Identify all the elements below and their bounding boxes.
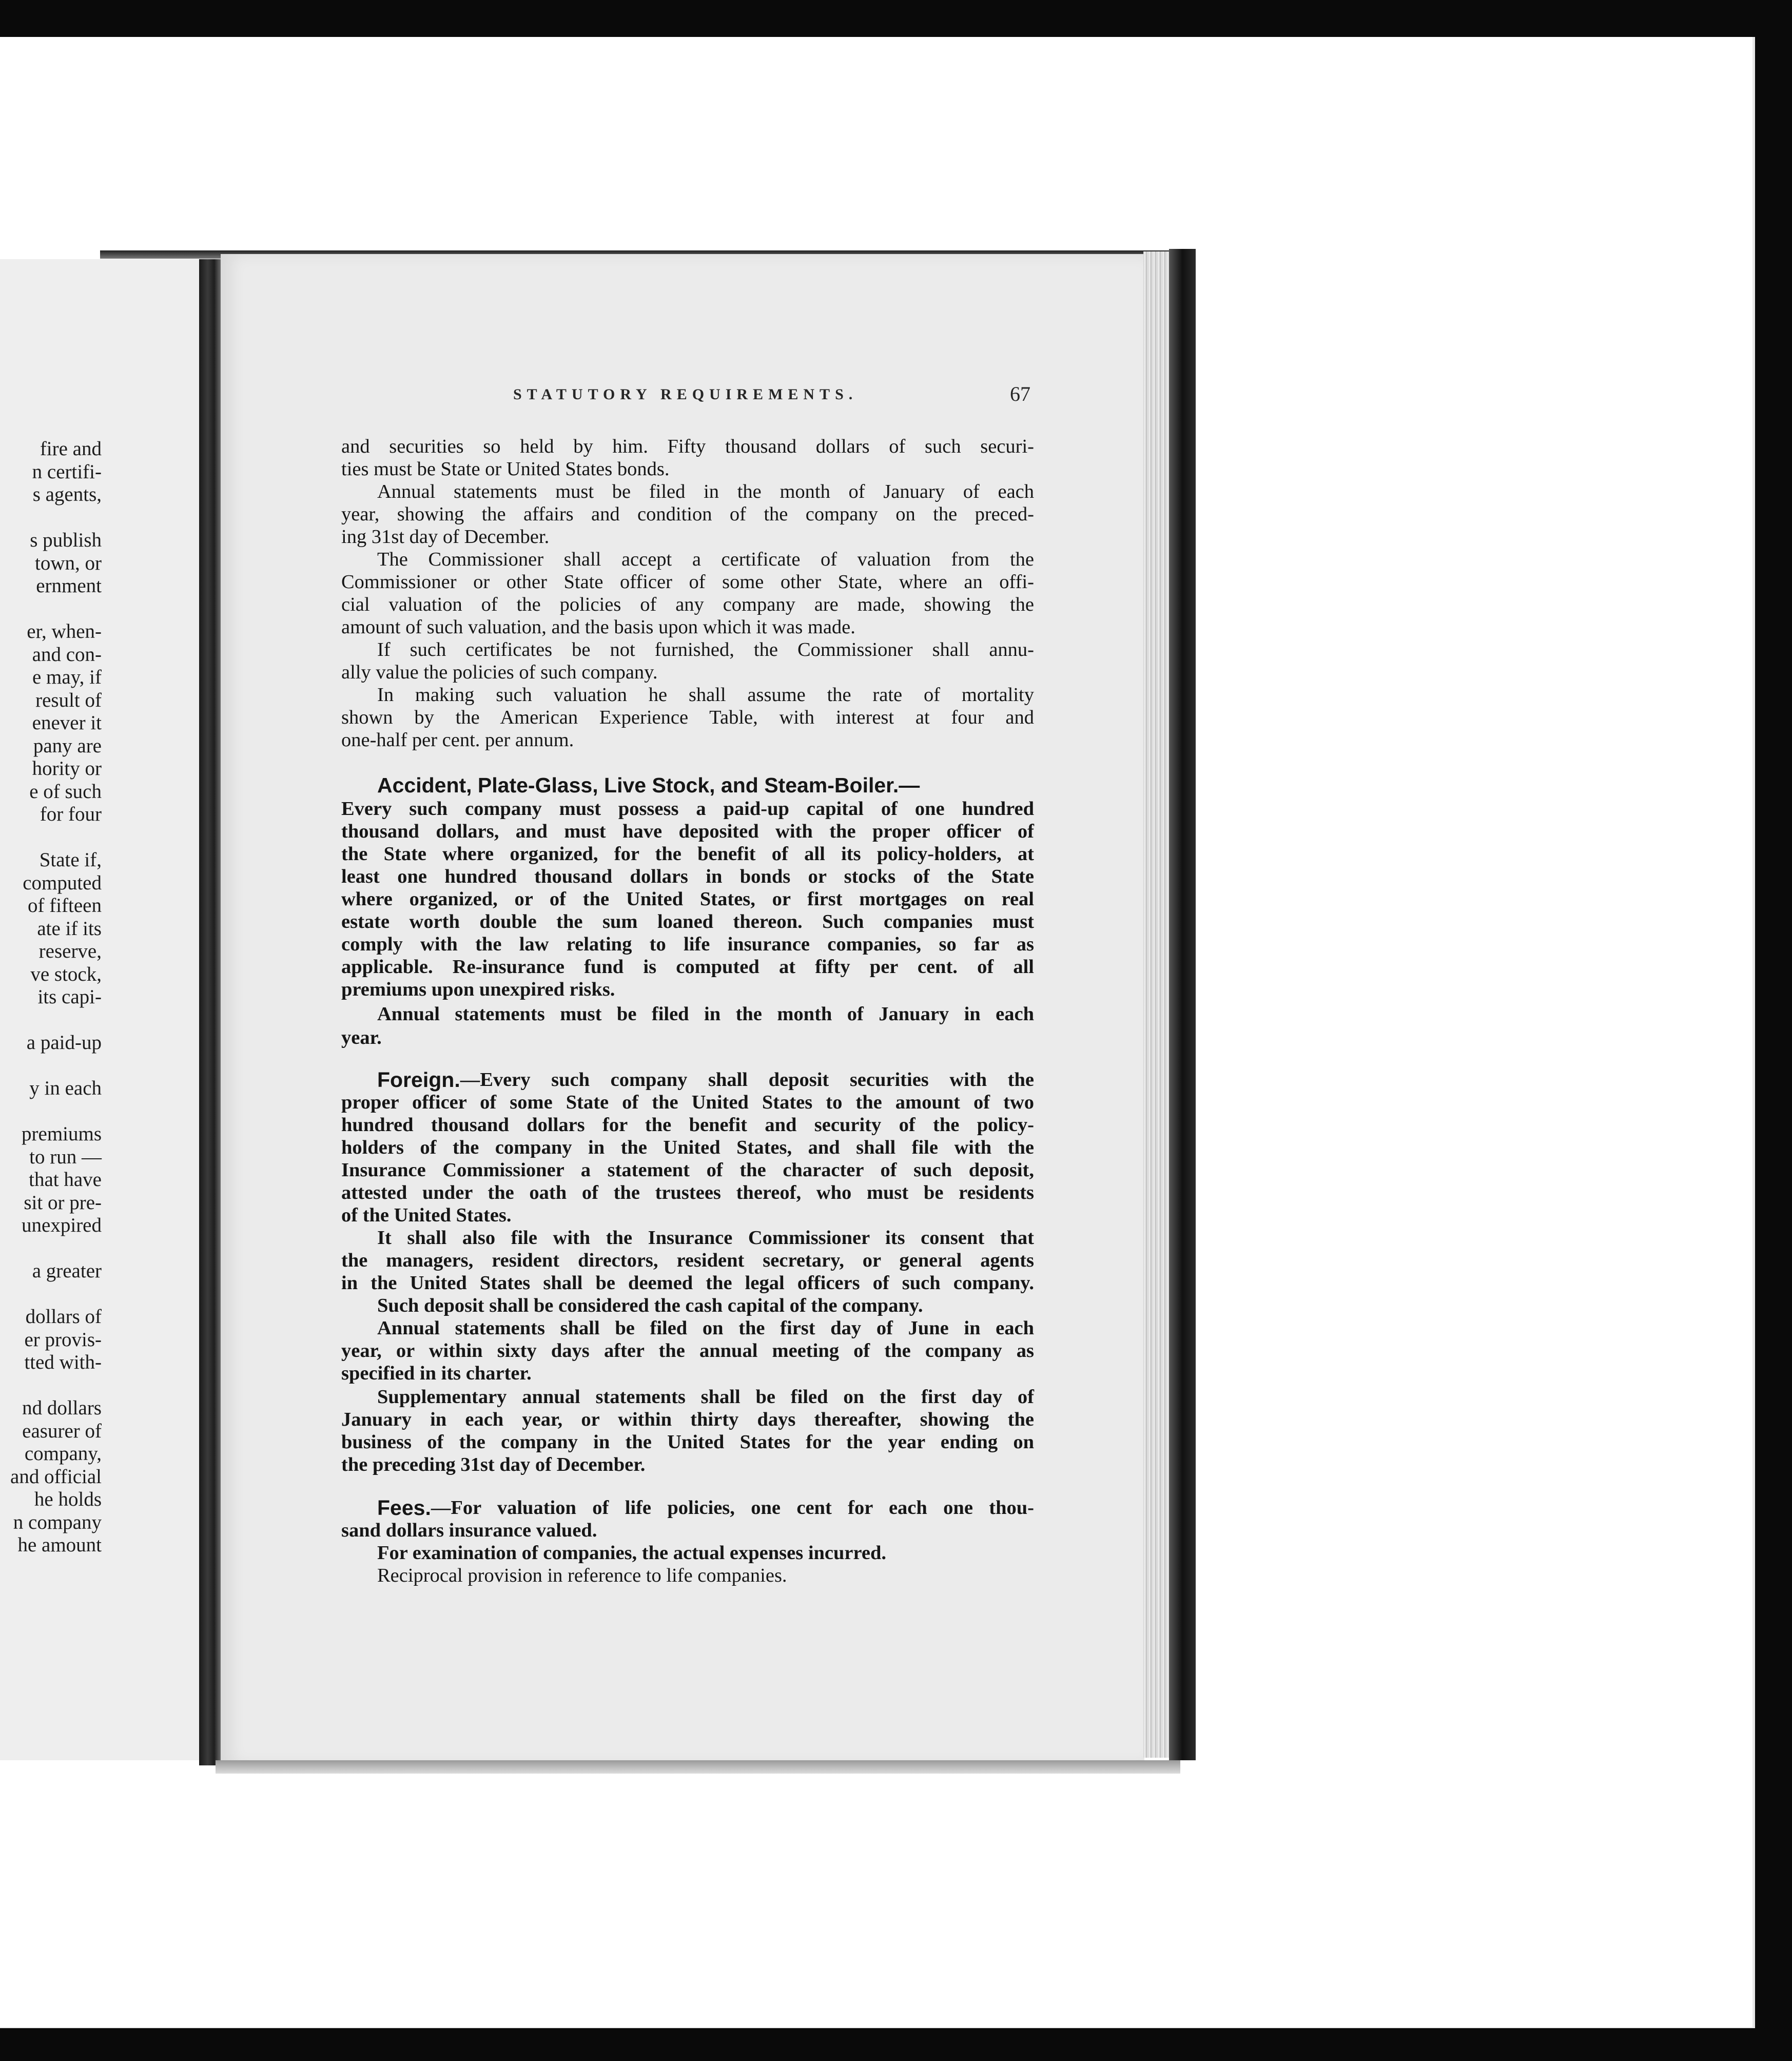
- fees-first-line: [341, 1496, 1034, 1519]
- text-line: Every such company must possess a paid-up capital of one hundred: [341, 798, 1034, 820]
- section-heading-fees: Fees.: [377, 1496, 431, 1520]
- running-head: STATUTORY REQUIREMENTS.: [513, 386, 858, 403]
- text-line: January in each year, or within thirty days thereafter, showing the: [341, 1409, 1034, 1430]
- left-page-text-fragment: computed: [23, 871, 102, 894]
- text-line: in the United States shall be deemed the legal officers of such company.: [341, 1272, 1034, 1294]
- text-line: sand dollars insurance valued.: [341, 1520, 597, 1541]
- section-heading-foreign: Foreign.: [377, 1068, 460, 1092]
- text-line: the State where organized, for the benefit of all its policy-holders, at: [341, 843, 1034, 865]
- left-page-text-fragment: dollars of: [25, 1306, 102, 1328]
- left-page-text-fragment: s publish: [30, 529, 102, 551]
- left-page-text-fragment: enever it: [32, 712, 102, 734]
- text-line: estate worth double the sum loaned thereon. Such companies must: [341, 911, 1034, 932]
- text-line: —For valuation of life policies, one cent for each one thou-: [431, 1497, 1034, 1519]
- left-page-text-fragment: for four: [40, 803, 102, 825]
- scan-border-right: [1755, 31, 1792, 2061]
- left-page-text-fragment: n certifi-: [32, 460, 102, 483]
- text-line: attested under the oath of the trustees thereof, who must be residents: [341, 1182, 1034, 1203]
- book-gutter: [199, 259, 221, 1765]
- left-page-text-fragment: sit or pre-: [24, 1191, 102, 1214]
- left-page-text-fragment: er provis-: [24, 1328, 102, 1351]
- text-line: year, showing the affairs and condition of the company on the preced-: [341, 503, 1034, 525]
- left-page-text-fragment: that have: [29, 1169, 102, 1191]
- text-line: premiums upon unexpired risks.: [341, 979, 615, 1000]
- left-page-text-fragment: nd dollars: [22, 1397, 102, 1419]
- text-line: the managers, resident directors, resident secretary, or general agents: [341, 1250, 1034, 1271]
- left-page-text-fragment: ate if its: [37, 917, 102, 940]
- left-page-text-fragment: and con-: [32, 643, 102, 666]
- left-page-text-fragment: its capi-: [37, 986, 102, 1008]
- text-line: —Every such company shall deposit securities with the: [460, 1069, 1034, 1091]
- text-line: Supplementary annual statements shall be filed on the first day of: [377, 1386, 1034, 1408]
- text-line: It shall also file with the Insurance Commissioner its consent that: [377, 1227, 1034, 1249]
- page-number: 67: [1010, 382, 1030, 405]
- text-line: ing 31st day of December.: [341, 526, 550, 548]
- left-page-text-fragment: he amount: [17, 1534, 102, 1556]
- text-line: least one hundred thousand dollars in bonds or stocks of the State: [341, 866, 1034, 887]
- text-line: Annual statements shall be filed on the first day of June in each: [377, 1317, 1034, 1339]
- left-page-text-fragment: y in each: [29, 1077, 102, 1099]
- left-page-text-fragment: to run —: [29, 1145, 102, 1168]
- text-line: In making such valuation he shall assume the rate of mortality: [377, 684, 1034, 706]
- text-line: and securities so held by him. Fifty thousand dollars of such securi-: [341, 436, 1034, 457]
- text-line: amount of such valuation, and the basis upon which it was made.: [341, 616, 855, 638]
- text-line: The Commissioner shall accept a certificate of valuation from the: [377, 549, 1034, 570]
- left-page-text-fragment: reserve,: [38, 940, 102, 962]
- scan-border-bottom: [0, 2028, 1792, 2061]
- text-line: year, or within sixty days after the annual meeting of the company as: [341, 1340, 1034, 1362]
- text-line: Annual statements must be filed in the month of January in each: [377, 1003, 1034, 1025]
- text-line: holders of the company in the United States, and shall file with the: [341, 1137, 1034, 1158]
- text-line: comply with the law relating to life insurance companies, so far as: [341, 934, 1034, 955]
- left-page-text-fragment: premiums: [22, 1123, 102, 1145]
- left-page-text-fragment: a greater: [32, 1260, 102, 1282]
- text-line: specified in its charter.: [341, 1363, 532, 1384]
- left-page-text-fragment: a paid-up: [26, 1032, 102, 1054]
- scan-border-top: [0, 0, 1792, 37]
- text-line: thousand dollars, and must have deposited with the proper officer of: [341, 821, 1034, 842]
- left-page-text-fragment: n company: [13, 1511, 102, 1533]
- text-line: year.: [341, 1027, 382, 1048]
- left-page-text-fragment: s agents,: [32, 483, 102, 505]
- left-page-text-fragment: result of: [35, 689, 102, 711]
- foreign-first-line: [341, 1068, 1034, 1091]
- left-page-text-fragment: he holds: [34, 1488, 102, 1510]
- text-line: ally value the policies of such company.: [341, 662, 658, 683]
- left-page-text-fragment: tted with-: [24, 1351, 102, 1373]
- text-line: Such deposit shall be considered the cash capital of the company.: [377, 1295, 923, 1316]
- text-line: ties must be State or United States bonds.: [341, 458, 670, 480]
- left-page-text-fragment: easurer of: [22, 1420, 102, 1442]
- text-line: Commissioner or other State officer of some other State, where an offi-: [341, 571, 1034, 593]
- left-page-text-fragment: hority or: [32, 757, 102, 780]
- text-line: proper officer of some State of the United States to the amount of two: [341, 1092, 1034, 1113]
- left-page-text-fragment: er, when-: [27, 620, 102, 643]
- left-page-text-fragment: pany are: [33, 734, 102, 757]
- left-page-text-fragment: of fifteen: [27, 895, 102, 917]
- back-cover: [1169, 249, 1196, 1760]
- section-heading-accident: Accident, Plate-Glass, Live Stock, and Steam-Boiler.—: [377, 773, 920, 797]
- left-page-text-fragment: State if,: [39, 849, 102, 871]
- book-bottom-edge: [216, 1760, 1180, 1774]
- left-page-text-fragment: company,: [24, 1443, 102, 1465]
- left-page-text-fragment: town, or: [35, 552, 102, 574]
- text-line: Insurance Commissioner a statement of the character of such deposit,: [341, 1159, 1034, 1181]
- left-page-text-fragment: fire and: [40, 438, 102, 460]
- text-line: one-half per cent. per annum.: [341, 729, 574, 751]
- text-line: For examination of companies, the actual expenses incurred.: [377, 1542, 887, 1564]
- page-edges: [1143, 251, 1169, 1758]
- text-line: the preceding 31st day of December.: [341, 1454, 646, 1475]
- text-line: shown by the American Experience Table, with interest at four and: [341, 707, 1034, 728]
- text-line: cial valuation of the policies of any company are made, showing the: [341, 594, 1034, 615]
- text-line: hundred thousand dollars for the benefit and security of the policy-: [341, 1114, 1034, 1136]
- text-line: business of the company in the United States for the year ending on: [341, 1431, 1034, 1453]
- left-page-text-fragment: ernment: [36, 575, 102, 597]
- left-page-text-fragment: e of such: [29, 780, 102, 803]
- text-line: If such certificates be not furnished, the Commissioner shall annu-: [377, 639, 1034, 660]
- left-page-text-fragment: ve stock,: [30, 963, 102, 985]
- text-line: where organized, or of the United States, or first mortgages on real: [341, 888, 1034, 910]
- text-line: applicable. Re-insurance fund is computed at fifty per cent. of all: [341, 956, 1034, 978]
- left-page-text-fragment: e may, if: [32, 666, 102, 688]
- left-page-text-fragment: unexpired: [22, 1214, 102, 1236]
- text-line: Reciprocal provision in reference to life companies.: [377, 1565, 787, 1586]
- text-line: of the United States.: [341, 1204, 512, 1226]
- text-line: Annual statements must be filed in the month of January of each: [377, 481, 1034, 502]
- left-page-text-fragment: and official: [10, 1465, 102, 1488]
